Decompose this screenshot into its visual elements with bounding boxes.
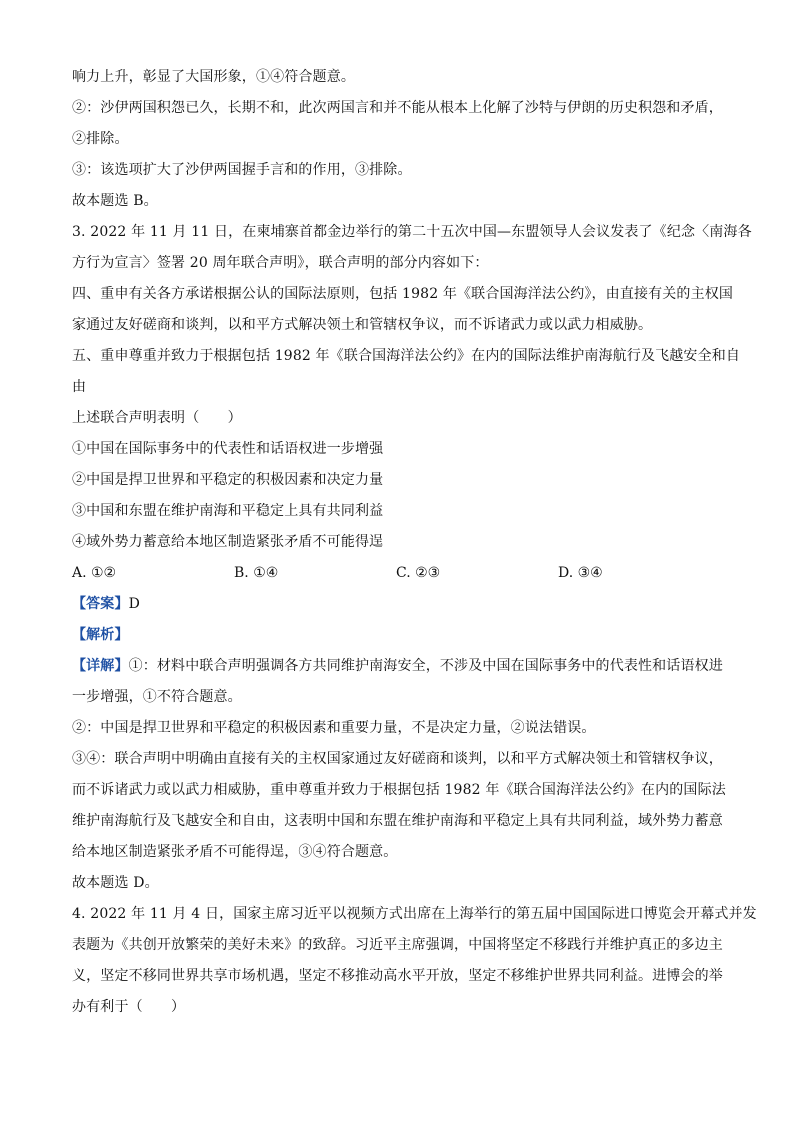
text-line: 五、重申尊重并致力于根据包括 1982 年《联合国海洋法公约》在内的国际法维护南海航行及飞越安全和自 <box>72 348 741 364</box>
text-line: 由 <box>72 379 87 395</box>
text-line: 故本题选 D。 <box>72 875 159 891</box>
document-page <box>72 62 757 1023</box>
text-line: ③：该选项扩大了沙伊两国握手言和的作用，③排除。 <box>72 162 412 178</box>
text-line: 表题为《共创开放繁荣的美好未来》的致辞。习近平主席强调，中国将坚定不移践行并维护真正的多边主 <box>72 937 723 953</box>
text-line: 四、重申有关各方承诺根据公认的国际法原则，包括 1982 年《联合国海洋法公约》，由直接有关的主权国 <box>72 286 734 302</box>
detail-line <box>72 651 722 682</box>
analysis-tag: 【解析】 <box>72 627 129 643</box>
option-d: D. ③④ <box>558 565 603 581</box>
detail-text: ①：材料中联合声明强调各方共同维护南海安全，不涉及中国在国际事务中的代表性和话语权进 <box>128 658 723 674</box>
answer-value: D <box>128 596 140 612</box>
text-line: ②排除。 <box>72 131 129 147</box>
text-line: 一步增强，①不符合题意。 <box>72 689 242 705</box>
option-a: A. ①② <box>72 565 117 581</box>
answer-line <box>72 589 722 620</box>
text-line: ②：沙伊两国积怨已久，长期不和，此次两国言和并不能从根本上化解了沙特与伊朗的历史积怨和矛盾， <box>72 100 723 116</box>
question-prompt: 上述联合声明表明（ ） <box>72 410 242 426</box>
text-line: 给本地区制造紧张矛盾不可能得逞，③④符合题意。 <box>72 844 398 860</box>
text-line: 维护南海航行及飞越安全和自由，这表明中国和东盟在维护南海和平稳定上具有共同利益，域外势力蓄意 <box>72 813 723 829</box>
analysis-line <box>72 620 722 651</box>
text-line: 义，坚定不移同世界共享市场机遇，坚定不移推动高水平开放，坚定不移维护世界共同利益。进博会的举 <box>72 968 723 984</box>
text-line: 方行为宣言〉签署 20 周年联合声明》，联合声明的部分内容如下： <box>72 255 489 271</box>
detail-tag: 【详解】 <box>72 658 129 674</box>
option-b: B. ①④ <box>234 565 279 581</box>
statement-1: ①中国在国际事务中的代表性和话语权进一步增强 <box>72 441 384 457</box>
text-line: 而不诉诸武力或以武力相威胁，重申尊重并致力于根据包括 1982 年《联合国海洋法公约》在内的国际法 <box>72 782 726 798</box>
text-line: ③④：联合声明中明确由直接有关的主权国家通过友好磋商和谈判，以和平方式解决领土和管辖权争议， <box>72 751 723 767</box>
text-line: 故本题选 B。 <box>72 193 158 209</box>
text-line: 办有利于（ ） <box>72 999 186 1015</box>
statement-3: ③中国和东盟在维护南海和平稳定上具有共同利益 <box>72 503 384 519</box>
answer-tag: 【答案】 <box>72 596 129 612</box>
answer-options <box>72 558 722 589</box>
text-line: ②：中国是捍卫世界和平稳定的积极因素和重要力量，不是决定力量，②说法错误。 <box>72 720 596 736</box>
question-3-stem: 3. 2022 年 11 月 11 日，在柬埔寨首都金边举行的第二十五次中国—东盟领导人会议发表了《纪念〈南海各 <box>72 224 752 240</box>
statement-4: ④域外势力蓄意给本地区制造紧张矛盾不可能得逞 <box>72 534 384 550</box>
statement-2: ②中国是捍卫世界和平稳定的积极因素和决定力量 <box>72 472 384 488</box>
option-c: C. ②③ <box>396 565 441 581</box>
question-4-stem: 4. 2022 年 11 月 4 日，国家主席习近平以视频方式出席在上海举行的第五届中国国际进口博览会开幕式并发 <box>72 906 757 922</box>
text-line: 家通过友好磋商和谈判，以和平方式解决领土和管辖权争议，而不诉诸武力或以武力相威胁。 <box>72 317 653 333</box>
text-line: 响力上升，彰显了大国形象，①④符合题意。 <box>72 69 355 85</box>
